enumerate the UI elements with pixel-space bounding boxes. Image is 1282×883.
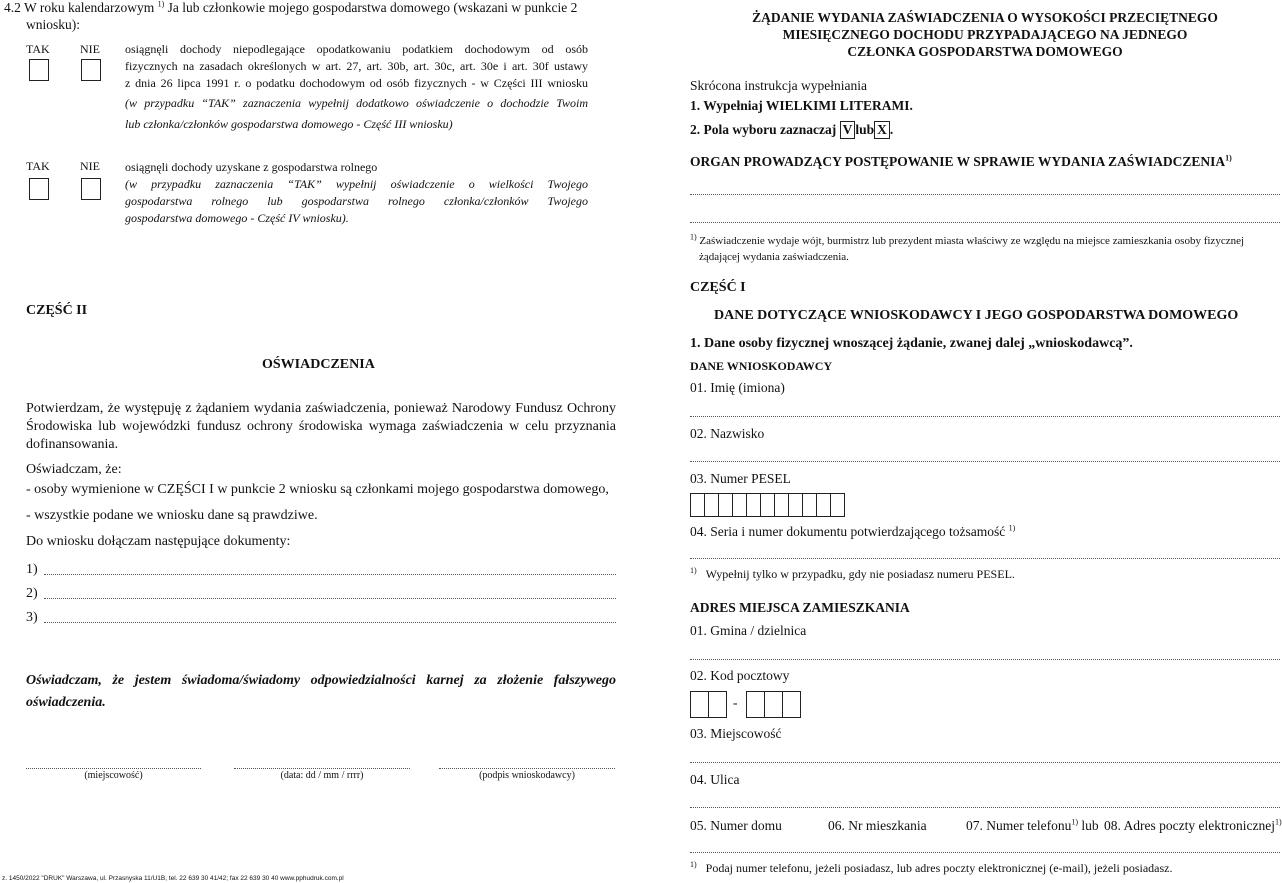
attach-item-3-label: 3) xyxy=(26,610,38,625)
organ-heading-text: ORGAN PROWADZĄCY POSTĘPOWANIE W SPRAWIE WYDANIA ZAŚWIADCZENIA xyxy=(690,154,1226,169)
untaxed-income-text xyxy=(125,41,588,133)
signature-caption: (podpis wnioskodawcy) xyxy=(479,770,575,781)
text-line: z dnia 26 lipca 1991 r. o podatku dochodowym od osób fizycznych - w Części III wniosku xyxy=(125,76,588,90)
text-line: Oświadczam, że jestem świadoma/świadomy odpowiedzialności karnej za złożenie fałszywego xyxy=(26,673,616,688)
q42-text-line2: wniosku): xyxy=(26,17,80,32)
title-line: CZŁONKA GOSPODARSTWA DOMOWEGO xyxy=(847,44,1123,59)
printer-footer: z. 1450/2022 "DRUK" Warszawa, ul. Przasnyska 11/U1B, tel. 22 639 30 41/42; fax 22 639 30 40 www.pphudruk.com.pl xyxy=(2,875,344,882)
person-heading: 1. Dane osoby fizycznej wnoszącej żądanie, zwanej dalej „wnioskodawcą”. xyxy=(690,336,1133,351)
first-name-label: 01. Imię (imiona) xyxy=(690,380,785,395)
footnote-mark: 1) xyxy=(690,860,697,869)
footnote-text: Zaświadczenie wydaje wójt, burmistrz lub prezydent miasta właściwy ze względu na miejsce zamieszkania osoby fizycznej xyxy=(699,235,1245,247)
text-line: Potwierdzam, że występuję z żądaniem wydania zaświadczenia, ponieważ Narodowy Fundusz Ochrony xyxy=(26,401,616,416)
instruction-2 xyxy=(690,121,893,139)
phone-label-text: 07. Numer telefonu xyxy=(966,818,1072,833)
organ-field-line-1[interactable] xyxy=(690,194,1280,195)
id-document-field[interactable] xyxy=(690,558,1280,559)
town-field[interactable] xyxy=(690,762,1280,763)
footnote-ref: 1) xyxy=(1071,817,1079,827)
text-line: Środowiska lub wojewódzki fundusz ochrony środowiska wymaga zaświadczenia w celu przyznania xyxy=(26,419,616,434)
italic-note-line: (w przypadku “TAK” zaznaczenia wypełnij dodatkowo oświadczenie o dochodzie Twoim xyxy=(125,96,588,110)
footnote-ref: 1) xyxy=(1225,153,1232,163)
organ-field-line-2[interactable] xyxy=(690,222,1280,223)
instructions-heading: Skrócona instrukcja wypełniania xyxy=(690,78,867,93)
farm-income-text xyxy=(125,159,588,227)
liability-statement xyxy=(26,670,616,714)
postal-digit[interactable] xyxy=(782,691,801,718)
footnote-text: żądającej wydania zaświadczenia. xyxy=(699,251,849,263)
organ-footnote xyxy=(690,233,1280,265)
text-line: osiągnęli dochody niepodlegające opodatkowaniu podatkiem dochodowym od osób xyxy=(125,42,588,56)
attach-item-1-field[interactable] xyxy=(44,574,616,575)
commune-field[interactable] xyxy=(690,659,1280,660)
part-1-title: CZĘŚĆ I xyxy=(690,280,746,295)
id-document-label xyxy=(690,524,1015,540)
v-mark-example: V xyxy=(840,121,856,139)
id-document-text: 04. Seria i numer dokumentu potwierdzającego tożsamość xyxy=(690,524,1006,539)
q42-label: 4.2 W roku kalendarzowym xyxy=(4,0,155,15)
postal-digit[interactable] xyxy=(746,691,765,718)
pesel-digit[interactable] xyxy=(732,493,747,517)
street-label: 04. Ulica xyxy=(690,772,740,787)
postal-code-part1[interactable] xyxy=(690,691,726,718)
attach-item-2-field[interactable] xyxy=(44,598,616,599)
flat-number-label: 06. Nr mieszkania xyxy=(828,818,927,833)
pesel-digit[interactable] xyxy=(704,493,719,517)
street-field[interactable] xyxy=(690,807,1280,808)
title-line: ŻĄDANIE WYDANIA ZAŚWIADCZENIA O WYSOKOŚCI PRZECIĘTNEGO xyxy=(752,10,1218,25)
pesel-digit[interactable] xyxy=(774,493,789,517)
postal-digit[interactable] xyxy=(764,691,783,718)
date-field[interactable] xyxy=(234,768,410,769)
footnote-ref: 1) xyxy=(157,0,165,9)
pesel-label: 03. Numer PESEL xyxy=(690,471,791,486)
date-caption: (data: dd / mm / rrrr) xyxy=(280,770,364,781)
pesel-digit[interactable] xyxy=(746,493,761,517)
first-name-field[interactable] xyxy=(690,416,1280,417)
tak-checkbox-untaxed-income[interactable] xyxy=(29,59,49,81)
italic-note-line: gospodarstwa domowego - Część IV wniosku). xyxy=(125,211,349,225)
italic-note-line: (w przypadku zaznaczenia “TAK” wypełnij oświadczenie o wielkości Twojego xyxy=(125,177,588,191)
tak-checkbox-farm-income[interactable] xyxy=(29,178,49,200)
signature-field[interactable] xyxy=(439,768,615,769)
footnote-text: Podaj numer telefonu, jeżeli posiadasz, lub adres poczty elektronicznej (e-mail), jeżeli posiadasz. xyxy=(705,861,1173,875)
nie-label: NIE xyxy=(80,159,100,173)
applicant-heading: DANE WNIOSKODAWCY xyxy=(690,359,833,373)
footnote-ref: 1) xyxy=(1008,523,1016,533)
address-heading: ADRES MIEJSCA ZAMIESZKANIA xyxy=(690,600,910,615)
last-name-label: 02. Nazwisko xyxy=(690,426,765,441)
postal-code-part2[interactable] xyxy=(746,691,800,718)
pesel-field[interactable] xyxy=(690,493,844,517)
text-line: fizycznych na zasadach określonych w art. 27, art. 30b, art. 30c, art. 30e i art. 30f ustawy xyxy=(125,59,588,73)
email-label xyxy=(1104,818,1282,834)
contact-field[interactable] xyxy=(690,852,1280,853)
tak-label: TAK xyxy=(26,42,50,56)
footnote-mark: 1) xyxy=(690,232,697,242)
form-title xyxy=(690,9,1280,60)
pesel-digit[interactable] xyxy=(802,493,817,517)
postal-code-dash: - xyxy=(733,695,738,710)
tak-label: TAK xyxy=(26,159,50,173)
confirm-paragraph xyxy=(26,400,616,454)
declare-item-2: - wszystkie podane we wniosku dane są prawdziwe. xyxy=(26,508,318,523)
pesel-digit[interactable] xyxy=(788,493,803,517)
postal-digit[interactable] xyxy=(708,691,727,718)
text-line: oświadczenia. xyxy=(26,695,106,710)
postal-code-label: 02. Kod pocztowy xyxy=(690,668,790,683)
nie-label: NIE xyxy=(80,42,100,56)
q42-text: Ja lub członkowie mojego gospodarstwa domowego (wskazani w punkcie 2 xyxy=(167,0,578,15)
footnote-ref: 1) xyxy=(1274,817,1282,827)
instruction-2-or: lub xyxy=(855,122,875,137)
pesel-digit[interactable] xyxy=(760,493,775,517)
attach-heading: Do wniosku dołączam następujące dokumenty: xyxy=(26,534,291,549)
pesel-digit[interactable] xyxy=(830,493,845,517)
town-label: 03. Miejscowość xyxy=(690,726,782,741)
attach-item-2-label: 2) xyxy=(26,586,38,601)
phone-label xyxy=(966,818,1099,834)
pesel-digit[interactable] xyxy=(816,493,831,517)
pesel-digit[interactable] xyxy=(690,493,705,517)
x-mark-example: X xyxy=(874,121,890,139)
declare-item-1: - osoby wymienione w CZĘŚCI I w punkcie 2 wniosku są członkami mojego gospodarstwa domowego, xyxy=(26,482,609,497)
part-1-subtitle: DANE DOTYCZĄCE WNIOSKODAWCY I JEGO GOSPODARSTWA DOMOWEGO xyxy=(714,308,1239,323)
title-line: MIESIĘCZNEGO DOCHODU PRZYPADAJĄCEGO NA JEDNEGO xyxy=(782,27,1188,42)
pesel-digit[interactable] xyxy=(718,493,733,517)
organ-heading xyxy=(690,154,1232,170)
text-line: dofinansowania. xyxy=(26,437,119,452)
email-label-text: 08. Adres poczty elektronicznej xyxy=(1104,818,1275,833)
question-4-2-intro xyxy=(4,0,577,16)
commune-label: 01. Gmina / dzielnica xyxy=(690,623,807,638)
attach-item-1-label: 1) xyxy=(26,562,38,577)
declarations-title: OŚWIADCZENIA xyxy=(262,357,375,372)
instruction-2-text: 2. Pola wyboru zaznaczaj xyxy=(690,122,837,137)
part-2-title: CZĘŚĆ II xyxy=(26,303,88,318)
declare-heading: Oświadczam, że: xyxy=(26,462,122,477)
postal-digit[interactable] xyxy=(690,691,709,718)
last-name-field[interactable] xyxy=(690,461,1280,462)
footnote-mark: 1) xyxy=(690,566,697,575)
text-line: osiągnęli dochody uzyskane z gospodarstwa rolnego xyxy=(125,160,378,174)
house-number-label: 05. Numer domu xyxy=(690,818,782,833)
place-field[interactable] xyxy=(26,768,201,769)
nie-checkbox-untaxed-income[interactable] xyxy=(81,59,101,81)
pesel-footnote xyxy=(690,567,1015,582)
footnote-text: Wypełnij tylko w przypadku, gdy nie posiadasz numeru PESEL. xyxy=(705,567,1015,581)
attach-item-3-field[interactable] xyxy=(44,622,616,623)
place-caption: (miejscowość) xyxy=(84,770,143,781)
phone-or: lub xyxy=(1081,818,1099,833)
italic-note-line: gospodarstwa rolnego lub gospodarstwa rolnego członka/członków Twojego xyxy=(125,194,588,208)
contact-footnote xyxy=(690,861,1173,876)
instruction-1: 1. Wypełniaj WIELKIMI LITERAMI. xyxy=(690,98,913,113)
nie-checkbox-farm-income[interactable] xyxy=(81,178,101,200)
italic-note-line: lub członka/członków gospodarstwa domowego - Część III wniosku) xyxy=(125,117,453,131)
instruction-2-end: . xyxy=(889,122,894,137)
